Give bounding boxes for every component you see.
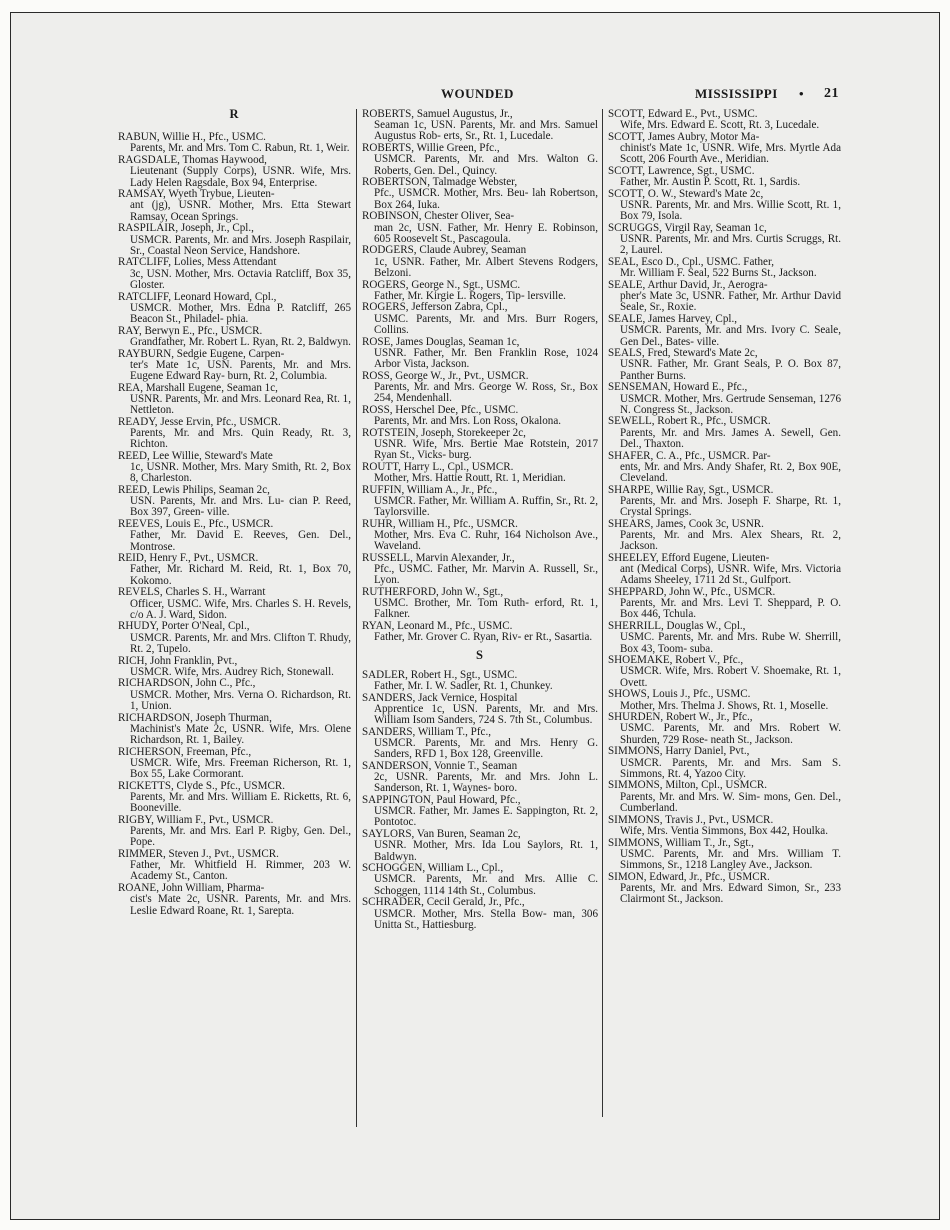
casualty-entry [118,326,351,348]
entry-name-line: SCOTT, Edward E., Pvt., USMC. [608,108,758,120]
entry-name-line: REVELS, Charles S. H., Warrant [118,586,266,599]
entry-name-line: RUFFIN, William A., Jr., Pfc., [362,483,498,496]
casualty-entry [608,166,841,188]
casualty-entry [362,727,598,761]
entry-details: Wife, Mrs. Edward E. Scott, Rt. 3, Lucedale. [620,119,820,132]
entry-details: Mother, Mrs. Hattie Routt, Rt. 1, Meridian. [374,472,566,484]
entry-name-line: REED, Lewis Philips, Seaman 2c, [118,484,270,496]
casualty-entry [362,863,598,897]
entry-details: 2c, USNR. Parents, Mr. and Mrs. John L. Sanderson, Rt. 1, Waynes- boro. [374,771,598,795]
entry-name-line: SEALE, Arthur David, Jr., Aerogra- [608,279,768,292]
entry-details: 1c, USNR. Father, Mr. Albert Stevens Rodgers, Belzoni. [374,255,598,279]
entry-name-line: ROBERTS, Samuel Augustus, Jr., [362,108,513,120]
casualty-entry [118,815,351,849]
entry-details: USMCR. Wife, Mrs. Robert V. Shoemake, Rt. 1, Ovett. [620,665,841,689]
entry-details: USNR. Parents, Mr. and Mrs. Leonard Rea, Rt. 1, Nettleton. [130,392,351,417]
casualty-entry [118,257,351,291]
entry-name-line: SENSEMAN, Howard E., Pfc., [608,381,748,394]
entry-details: USMCR. Parents, Mr. and Mrs. Joseph Raspilair, Sr., Coastal Neon Service, Handshore. [130,233,351,257]
entry-name-line: SHOEMAKE, Robert V., Pfc., [608,654,744,667]
entry-details: USNR. Wife, Mrs. Bertie Mae Rotstein, 2017 Ryan St., Vicks- burg. [374,437,598,462]
entry-details: chinist's Mate 1c, USNR. Wife, Mrs. Myrtle Ada Scott, 206 Fourth Ave., Meridian. [620,142,841,166]
entry-name-line: RATCLIFF, Leonard Howard, Cpl., [118,290,277,303]
entry-details: USMCR. Wife, Mrs. Audrey Rich, Stonewall. [130,665,334,678]
entry-name-line: RICHARDSON, John C., Pfc., [118,677,256,690]
entry-details: USMCR. Father, Mr. William A. Ruffin, Sr., Rt. 2, Taylorsville. [374,494,598,519]
casualty-entry [362,693,598,727]
entry-name-line: SHARPE, Willie Ray, Sgt., USMCR. [608,483,774,496]
entry-details: USMCR. Parents, Mr. and Mrs. Sam S. Simmons, Rt. 4, Yazoo City. [620,756,841,780]
entry-name-line: SIMMONS, Milton, Cpl., USMCR. [608,779,768,792]
entry-details: Father, Mr. Austin P. Scott, Rt. 1, Sardis. [620,176,801,189]
entry-name-line: RAY, Berwyn E., Pfc., USMCR. [118,324,263,337]
entry-details: USMC. Parents, Mr. and Mrs. Rube W. Sherrill, Box 43, Toom- suba. [620,631,841,655]
entry-name-line: SAYLORS, Van Buren, Seaman 2c, [362,828,521,841]
entry-details: Officer, USMC. Wife, Mrs. Charles S. H. Revels, c/o A. J. Ward, Sidon. [130,597,351,621]
entry-name-line: RODGERS, Claude Aubrey, Seaman [362,244,527,257]
casualty-entry [362,371,598,405]
entry-name-line: SHERRILL, Douglas W., Cpl., [608,620,746,633]
casualty-entry [362,302,598,336]
casualty-entry [118,656,351,678]
casualty-entry [118,747,351,781]
casualty-entry [608,223,841,257]
entry-details: Father, Mr. Grover C. Ryan, Riv- er Rt., Sasartia. [374,631,593,644]
entry-name-line: REEVES, Louis E., Pfc., USMCR. [118,518,274,531]
casualty-entry [362,621,598,643]
entry-details: USMCR. Mother, Mrs. Stella Bow- man, 306 Unitta St., Hattiesburg. [374,907,598,931]
casualty-entry [362,462,598,484]
entry-name-line: SHEARS, James, Cook 3c, USNR. [608,517,764,530]
entry-details: Mother, Mrs. Thelma J. Shows, Rt. 1, Moselle. [620,699,829,712]
entry-name-line: ROGERS, George N., Sgt., USMC. [362,278,521,291]
casualty-entry [608,519,841,553]
entry-name-line: SHEELEY, Efford Eugene, Lieuten- [608,551,770,564]
entry-name-line: RIGBY, William F., Pvt., USMCR. [118,813,274,826]
entry-details: Father, Mr. Kirgie L. Rogers, Tip- lersville. [374,289,566,302]
entry-details: USMCR. Wife, Mrs. Freeman Richerson, Rt. 1, Box 55, Lake Cormorant. [130,756,351,781]
entry-name-line: SHAFER, C. A., Pfc., USMCR. Par- [608,449,771,462]
entry-name-line: READY, Jesse Ervin, Pfc., USMCR. [118,415,281,428]
section-letter: R [229,107,240,121]
entry-name-line: SANDERSON, Vonnie T., Seaman [362,759,518,772]
entry-details: USMCR. Parents, Mr. and Mrs. Ivory C. Seale, Gen Del., Bates- ville. [620,324,841,348]
entry-details: USMC. Brother, Mr. Tom Ruth- erford, Rt. 1, Falkner. [374,597,598,621]
entry-details: Grandfather, Mr. Robert L. Ryan, Rt. 2, Baldwyn. [130,335,351,348]
entry-name-line: RUTHERFORD, John W., Sgt., [362,586,504,599]
casualty-entry [118,383,351,417]
casualty-entry [362,245,598,279]
casualty-entry [608,280,841,314]
entry-details: Machinist's Mate 2c, USNR. Wife, Mrs. Olene Richardson, Rt. 1, Bailey. [130,722,351,746]
entry-name-line: SIMMONS, William T., Jr., Sgt., [608,836,754,849]
entry-name-line: SCOTT, Lawrence, Sgt., USMC. [608,165,755,178]
casualty-entry [118,713,351,747]
casualty-entry [608,416,841,450]
casualty-entry [608,553,841,587]
casualty-entry [362,211,598,245]
entry-name-line: ROSE, James Douglas, Seaman 1c, [362,335,520,348]
entry-details: Parents, Mr. and Mrs. Alex Shears, Rt. 2, Jackson. [620,529,841,553]
entry-name-line: SCHOGGEN, William L., Cpl., [362,862,504,875]
entry-details: USNR. Father, Mr. Ben Franklin Rose, 1024 Arbor Vista, Jackson. [374,346,598,370]
entry-details: Father, Mr. Richard M. Reid, Rt. 1, Box 70, Kokomo. [130,563,351,587]
entry-details: Parents, Mr. and Mrs. Levi T. Sheppard, P. O. Box 446, Tchula. [620,597,841,621]
casualty-entry [608,109,841,131]
page-header [11,86,939,104]
casualty-entry [362,485,598,519]
entry-name-line: ROBINSON, Chester Oliver, Sea- [362,210,515,223]
entry-name-line: REA, Marshall Eugene, Seaman 1c, [118,381,278,394]
casualty-entry [362,428,598,462]
casualty-entry [362,337,598,371]
entry-details: USMCR. Parents, Mr. and Mrs. Allie C. Schoggen, 1114 14th St., Columbus. [374,873,598,897]
casualty-entry [608,485,841,519]
entry-name-line: SEAL, Esco D., Cpl., USMC. Father, [608,256,774,269]
entry-name-line: SCHRADER, Cecil Gerald, Jr., Pfc., [362,896,525,909]
casualty-entry [118,587,351,621]
casualty-entry [362,670,598,692]
entry-details: cist's Mate 2c, USNR. Parents, Mr. and Mrs. Leslie Edward Roane, Rt. 1, Sarepta. [130,893,351,917]
entry-name-line: ROGERS, Jefferson Zabra, Cpl., [362,301,508,314]
entry-name-line: RASPILAIR, Joseph, Jr., Cpl., [118,222,254,235]
entry-name-line: REID, Henry F., Pvt., USMCR. [118,552,259,565]
casualty-entry [362,177,598,211]
entry-name-line: RICH, John Franklin, Pvt., [118,654,238,667]
entry-details: USMCR. Parents, Mr. and Mrs. Walton G. Roberts, Gen. Del., Quincy. [374,153,598,177]
entry-name-line: ROBERTSON, Talmadge Webster, [362,176,518,189]
entry-details: Wife, Mrs. Ventia Simmons, Box 442, Houlka. [620,824,828,837]
entry-name-line: RAGSDALE, Thomas Haywood, [118,154,267,167]
casualty-entry [118,223,351,257]
entry-details: USNR. Mother, Mrs. Ida Lou Saylors, Rt. 1, Baldwyn. [374,839,598,863]
column-3 [608,109,841,906]
casualty-entry [118,349,351,383]
entry-name-line: RABUN, Willie H., Pfc., USMC. [118,131,266,144]
state-name: MISSISSIPPI [695,86,778,101]
entry-details: Parents, Mr. and Mrs. W. Sim- mons, Gen. Del., Cumberland. [620,790,841,814]
casualty-entry [118,132,351,154]
casualty-entry [118,451,351,485]
entry-name-line: RICKETTS, Clyde S., Pfc., USMCR. [118,779,286,792]
entry-details: USMCR. Mother, Mrs. Edna P. Ratcliff, 265 Beacon St., Philadel- phia. [130,301,351,325]
entry-name-line: RICHARDSON, Joseph Thurman, [118,711,272,724]
page-title: WOUNDED [441,86,514,101]
header-bullet: • [799,86,805,101]
entry-name-line: SEALS, Fred, Steward's Mate 2c, [608,347,758,360]
column-2 [362,109,598,931]
entry-name-line: SIMON, Edward, Jr., Pfc., USMCR. [608,870,770,883]
casualty-entry [118,883,351,917]
entry-details: Parents, Mr. and Mrs. George W. Ross, Sr., Box 254, Mendenhall. [374,380,598,405]
entry-name-line: ROSS, Herschel Dee, Pfc., USMC. [362,403,519,416]
casualty-entry [118,155,351,189]
entry-details: ant (jg), USNR. Mother, Mrs. Etta Stewart Ramsay, Ocean Springs. [130,199,351,223]
entry-name-line: SEALE, James Harvey, Cpl., [608,313,737,326]
entry-details: man 2c, USN. Father, Mr. Henry E. Robinson, 605 Roosevelt St., Pascagoula. [374,221,598,245]
entry-details: Parents, Mr. and Mrs. Joseph F. Sharpe, Rt. 1, Crystal Springs. [620,494,841,519]
casualty-entry [118,678,351,712]
entry-name-line: ROBERTS, Willie Green, Pfc., [362,142,500,155]
column-divider-1 [356,109,357,1127]
entry-details: Parents, Mr. and Mrs. William E. Ricketts, Rt. 6, Booneville. [130,790,351,815]
casualty-entry [608,712,841,746]
casualty-entry [362,761,598,795]
column-1 [118,109,351,917]
casualty-entry [362,829,598,863]
entry-name-line: SCRUGGS, Virgil Ray, Seaman 1c, [608,222,767,235]
entry-details: Parents, Mr. and Mrs. Tom C. Rabun, Rt. 1, Weir. [130,142,350,155]
entry-details: USNR. Parents, Mr. and Mrs. Willie Scott, Rt. 1, Box 79, Isola. [620,199,841,223]
casualty-entry [362,109,598,143]
entry-name-line: RHUDY, Porter O'Neal, Cpl., [118,620,250,633]
casualty-entry [118,781,351,815]
casualty-entry [608,780,841,814]
casualty-entry [362,405,598,427]
entry-details: 3c, USN. Mother, Mrs. Octavia Ratcliff, Box 35, Gloster. [130,267,351,291]
casualty-entry [118,417,351,451]
entry-name-line: ROSS, George W., Jr., Pvt., USMCR. [362,369,529,382]
entry-name-line: SHEPPARD, John W., Pfc., USMCR. [608,586,776,599]
entry-details: USMCR. Parents, Mr. and Mrs. Henry G. Sanders, RFD 1, Box 128, Greenville. [374,736,598,761]
casualty-entry [608,815,841,837]
entry-details: Parents, Mr. and Mrs. Edward Simon, Sr., 233 Clairmont St., Jackson. [620,881,841,906]
entry-details: ant (Medical Corps), USNR. Wife, Mrs. Victoria Adams Sheeley, 1711 2d St., Gulfport. [620,563,841,587]
entry-details: Father, Mr. Whitfield H. Rimmer, 203 W. Academy St., Canton. [130,859,351,883]
casualty-entry [118,485,351,519]
entry-name-line: SANDERS, William T., Pfc., [362,725,491,738]
casualty-entry [118,189,351,223]
casualty-entry [362,795,598,829]
entry-name-line: SIMMONS, Travis J., Pvt., USMCR. [608,813,774,826]
entry-details: Father, Mr. David E. Reeves, Gen. Del., Montrose. [130,529,351,553]
entry-details: USNR. Parents, Mr. and Mrs. Curtis Scruggs, Rt. 2, Laurel. [620,233,841,257]
entry-details: Parents, Mr. and Mrs. James A. Sewell, Gen. Del., Thaxton. [620,426,841,450]
casualty-entry [608,621,841,655]
casualty-entry [118,621,351,655]
entry-details: USMCR. Parents, Mr. and Mrs. Clifton T. Rhudy, Rt. 2, Tupelo. [130,631,351,655]
entry-name-line: RATCLIFF, Lolies, Mess Attendant [118,256,277,269]
casualty-entry [608,689,841,711]
casualty-entry [118,519,351,553]
casualty-entry [362,553,598,587]
entry-details: Parents, Mr. and Mrs. Earl P. Rigby, Gen. Del., Pope. [130,825,351,849]
entry-name-line: RUHR, William H., Pfc., USMCR. [362,517,518,530]
casualty-entry [118,849,351,883]
entry-details: ents, Mr. and Mrs. Andy Shafer, Rt. 2, Box 90E, Cleveland. [620,460,841,484]
casualty-entry [362,897,598,931]
entry-name-line: SADLER, Robert H., Sgt., USMC. [362,668,518,681]
entry-details: Parents, Mr. and Mrs. Lon Ross, Okalona. [374,414,562,427]
entry-details: USMC. Parents, Mr. and Mrs. Burr Rogers, Collins. [374,312,598,336]
column-divider-2 [602,109,603,1117]
entry-details: Mr. William F. Seal, 522 Burns St., Jackson. [620,267,817,280]
entry-name-line: SHOWS, Louis J., Pfc., USMC. [608,688,751,701]
casualty-entry [608,348,841,382]
entry-details: Father, Mr. I. W. Sadler, Rt. 1, Chunkey. [374,679,553,692]
entry-details: 1c, USNR. Mother, Mrs. Mary Smith, Rt. 2, Box 8, Charleston. [130,461,351,485]
entry-details: Mother, Mrs. Eva C. Ruhr, 164 Nicholson Ave., Waveland. [374,529,598,553]
entry-details: Lieutenant (Supply Corps), USNR. Wife, Mrs. Lady Helen Ragsdale, Box 94, Enterprise. [130,165,351,189]
entry-details: Pfc., USMCR. Mother, Mrs. Beu- lah Robertson, Box 264, Iuka. [374,187,598,211]
casualty-entry [118,553,351,587]
casualty-entry [608,872,841,906]
casualty-entry [362,587,598,621]
casualty-entry [362,280,598,302]
entry-details: USMC. Parents, Mr. and Mrs. William T. Simmons, Sr., 1218 Langley Ave., Jackson. [620,847,841,871]
casualty-entry [608,314,841,348]
casualty-entry [608,655,841,689]
entry-details: USMCR. Mother, Mrs. Verna O. Richardson, Rt. 1, Union. [130,688,351,712]
entry-name-line: RYAN, Leonard M., Pfc., USMC. [362,620,513,633]
entry-details: Pfc., USMC. Father, Mr. Marvin A. Russell, Sr., Lyon. [374,563,598,587]
entry-name-line: RAYBURN, Sedgie Eugene, Carpen- [118,347,285,360]
entry-name-line: RIMMER, Steven J., Pvt., USMCR. [118,848,279,860]
entry-details: USMC. Parents, Mr. and Mrs. Robert W. Shurden, 729 Rose- neath St., Jackson. [620,722,841,746]
page-number: 21 [824,86,839,101]
entry-details: pher's Mate 3c, USNR. Father, Mr. Arthur David Seale, Sr., Roxie. [620,290,841,314]
entry-name-line: SANDERS, Jack Vernice, Hospital [362,691,518,704]
entry-name-line: RAMSAY, Wyeth Trybue, Lieuten- [118,188,275,201]
entry-name-line: SHURDEN, Robert W., Jr., Pfc., [608,711,753,724]
entry-details: Parents, Mr. and Mrs. Quin Ready, Rt. 3, Richton. [130,426,351,451]
entry-details: USN. Parents, Mr. and Mrs. Lu- cian P. Reed, Box 397, Green- ville. [130,495,351,519]
entry-details: Apprentice 1c, USN. Parents, Mr. and Mrs. William Isom Sanders, 724 S. 7th St., Columbus. [374,702,598,727]
casualty-entry [608,257,841,279]
casualty-entry [608,838,841,872]
entry-name-line: SCOTT, James Aubry, Motor Ma- [608,130,760,143]
entry-name-line: SCOTT, O. W., Steward's Mate 2c, [608,187,764,200]
entry-name-line: REED, Lee Willie, Steward's Mate [118,449,273,462]
casualty-entry [608,451,841,485]
entry-name-line: ROUTT, Harry L., Cpl., USMCR. [362,460,514,473]
entry-details: USMCR. Father, Mr. James E. Sappington, Rt. 2, Pontotoc. [374,805,598,829]
entry-details: USMCR. Mother, Mrs. Gertrude Senseman, 1276 N. Congress St., Jackson. [620,392,841,416]
casualty-entry [118,292,351,326]
entry-name-line: RICHERSON, Freeman, Pfc., [118,745,252,758]
casualty-entry [608,382,841,416]
entry-name-line: SAPPINGTON, Paul Howard, Pfc., [362,793,521,806]
entry-details: ter's Mate 1c, USN. Parents, Mr. and Mrs. Eugene Edward Ray- burn, Rt. 2, Columbia. [130,358,351,382]
casualty-entry [608,746,841,780]
section-letter: S [476,647,484,662]
entry-name-line: ROTSTEIN, Joseph, Storekeeper 2c, [362,426,526,439]
casualty-entry [362,143,598,177]
casualty-entry [608,189,841,223]
entry-name-line: RUSSELL, Marvin Alexander, Jr., [362,551,515,564]
document-page [10,12,940,1220]
casualty-entry [608,132,841,166]
entry-name-line: SIMMONS, Harry Daniel, Pvt., [608,745,750,758]
entry-details: USNR. Father, Mr. Grant Seals, P. O. Box 87, Panther Burns. [620,358,841,382]
entry-name-line: SEWELL, Robert R., Pfc., USMCR. [608,415,771,428]
casualty-entry [362,519,598,553]
casualty-entry [608,587,841,621]
entry-name-line: ROANE, John William, Pharma- [118,882,265,895]
entry-details: Seaman 1c, USN. Parents, Mr. and Mrs. Samuel Augustus Rob- erts, Sr., Rt. 1, Lucedale. [374,119,598,143]
